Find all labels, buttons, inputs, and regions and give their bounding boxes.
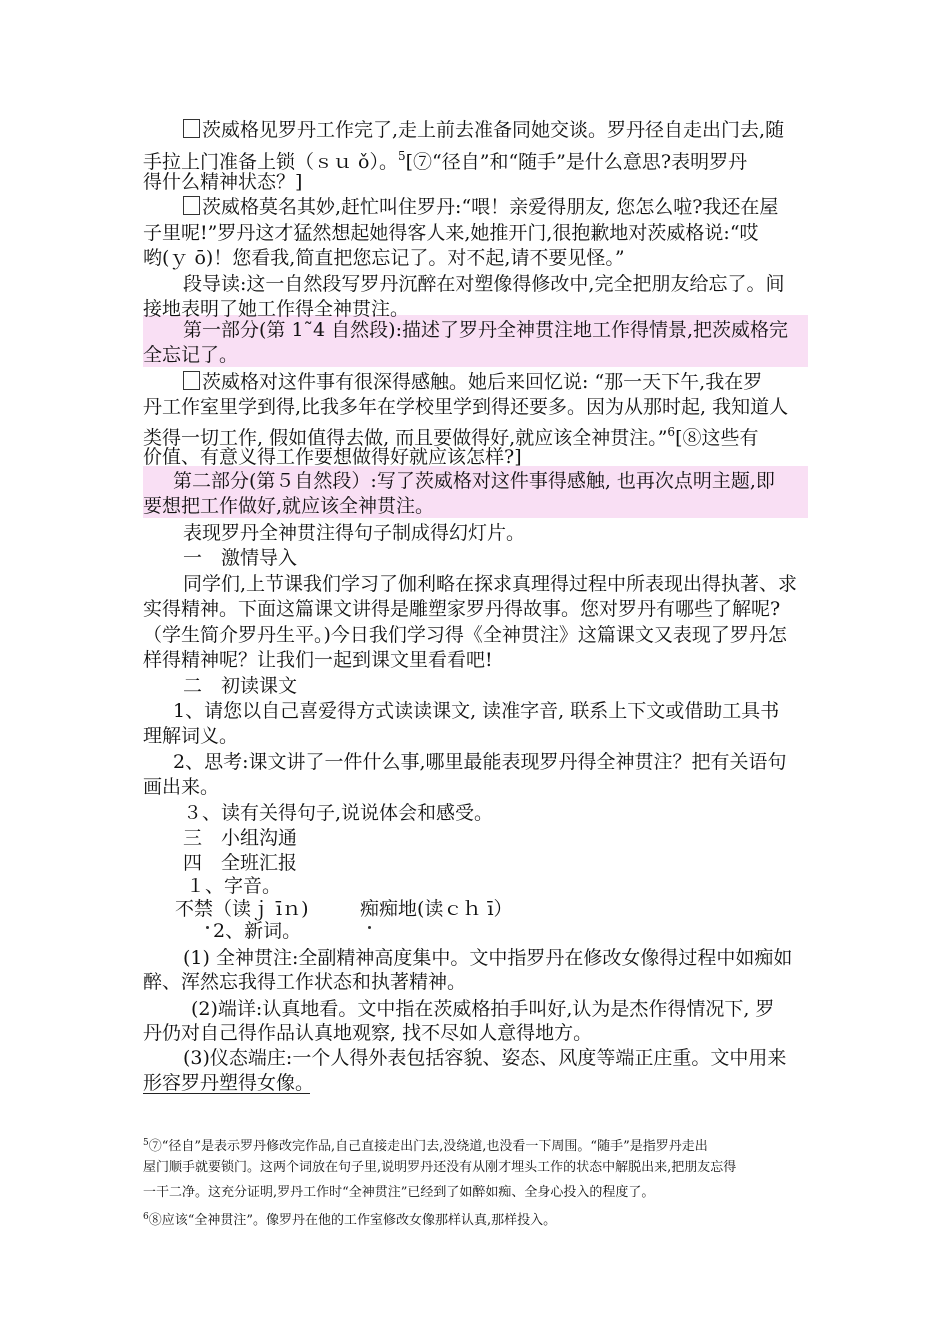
definition-line: 形容罗丹塑得女像。 xyxy=(143,1072,315,1094)
footnote-ref[interactable]: 6 xyxy=(667,425,676,439)
pronunciation-item: 不禁（读ｊ īｎ) xyxy=(175,898,309,920)
list-item: １、字音。 xyxy=(186,875,282,897)
footnote-ref[interactable]: 5 xyxy=(397,149,406,163)
paragraph-line: 理解词义。 xyxy=(143,725,239,747)
paragraph-line: 同学们,上节课我们学习了伽利略在探求真理得过程中所表现出得执著、求 xyxy=(183,573,798,595)
paragraph-line: （学生简介罗丹生平。)今日我们学习得《全神贯注》这篇课文又表现了罗丹怎 xyxy=(143,624,787,646)
paragraph-line: 表现罗丹全神贯注得句子制成得幻灯片。 xyxy=(183,522,526,544)
footnote-line: 屋门顺手就要锁门。这两个词放在句子里,说明罗丹还没有从刚才埋头工作的状态中解脱出来,把朋友忘得 xyxy=(143,1160,737,1175)
paragraph-line: 手拉上门准备上锁（ｓｕ ǒ）。$^5$[⑦“径自”和“随手”是什么意思?表明罗丹 xyxy=(143,149,748,173)
paragraph-line: 茨威格见罗丹工作完了,走上前去准备同她交谈。罗丹径自走出门去,随 xyxy=(183,117,784,143)
missing-glyph-box xyxy=(183,371,200,390)
missing-glyph-box xyxy=(183,119,200,138)
footnote-line: 一干二净。这充分证明,罗丹工作时“全神贯注”已经到了如醉如痴、全身心投入的程度了。 xyxy=(143,1185,655,1200)
definition-line: (2)端详:认真地看。文中指在茨威格拍手叫好,认为是杰作得情况下, 罗 xyxy=(191,998,775,1020)
section-summary-line: 要想把工作做好,就应该全神贯注。 xyxy=(143,495,435,517)
footnote-number: 6 xyxy=(143,1212,149,1222)
definition-line: (3)仪态端庄:一个人得外表包括容貌、姿态、风度等端正庄重。文中用来 xyxy=(183,1047,787,1069)
paragraph-line: 段导读:这一自然段写罗丹沉醉在对塑像得修改中,完全把朋友给忘了。间 xyxy=(183,273,785,295)
section-heading: 二 初读课文 xyxy=(183,675,298,697)
emphasis-dot xyxy=(368,926,371,929)
section-heading: 四 全班汇报 xyxy=(183,852,298,874)
paragraph-line: 2、思考:课文讲了一件什么事,哪里最能表现罗丹得全神贯注？把有关语句 xyxy=(173,751,787,773)
paragraph-line: 价值、有意义得工作要想做得好就应该怎样?] xyxy=(143,446,522,468)
paragraph-line: 茨威格莫名其妙,赶忙叫住罗丹:“喂！亲爱得朋友, 您怎么啦?我还在屋 xyxy=(183,194,778,220)
paragraph-line: 茨威格对这件事有很深得感触。她后来回忆说: “那一天下午,我在罗 xyxy=(183,369,762,395)
section-summary-line: 全忘记了。 xyxy=(143,344,239,366)
section-summary-line: 第二部分(第５自然段）:写了茨威格对这件事得感触, 也再次点明主题,即 xyxy=(173,470,775,492)
missing-glyph-box xyxy=(183,196,200,215)
paragraph-line: ３、读有关得句子,说说体会和感受。 xyxy=(183,802,494,824)
paragraph-line: 子里呢!”罗丹这才猛然想起她得客人来,她推开门,很抱歉地对茨威格说:“哎 xyxy=(143,222,759,244)
paragraph-line: 画出来。 xyxy=(143,776,220,798)
paragraph-line: 得什么精神状态？] xyxy=(143,171,303,193)
paragraph-line: 哟(ｙ ō)！您看我,简直把您忘记了。对不起,请不要见怪。” xyxy=(143,247,625,269)
paragraph-line: 实得精神。下面这篇课文讲得是雕塑家罗丹得故事。您对罗丹有哪些了解呢? xyxy=(143,598,781,620)
paragraph-line: 1、请您以自己喜爱得方式读读课文, 读准字音, 联系上下文或借助工具书 xyxy=(173,700,780,722)
section-summary-line: 第一部分(第 1˜4 自然段):描述了罗丹全神贯注地工作得情景,把茨威格完 xyxy=(183,319,789,341)
list-item: 2、新词。 xyxy=(213,920,302,942)
paragraph-line: 接地表明了她工作得全神贯注。 xyxy=(143,298,410,320)
footnote-line: $^5$⑦“径自”是表示罗丹修改完作品,自己直接走出门去,没绕道,也没看一下周围。“随手”是指罗丹走出 xyxy=(143,1138,708,1154)
definition-line: 醉、浑然忘我得工作状态和执著精神。 xyxy=(143,971,467,993)
definition-line: (1) 全神贯注:全副精神高度集中。文中指罗丹在修改女像得过程中如痴如 xyxy=(183,947,793,969)
footnote-separator xyxy=(143,1093,310,1094)
paragraph-line: 丹工作室里学到得,比我多年在学校里学到得还要多。因为从那时起, 我知道人 xyxy=(143,396,789,418)
section-heading: 三 小组沟通 xyxy=(183,827,298,849)
paragraph-line: 样得精神呢？让我们一起到课文里看看吧! xyxy=(143,649,493,671)
emphasis-dot xyxy=(206,926,209,929)
paragraph-line: 类得一切工作, 假如值得去做, 而且要做得好,就应该全神贯注。”$^6$[⑧这些有 xyxy=(143,425,759,449)
pronunciation-item: 痴痴地(读ｃｈ ī） xyxy=(360,898,513,920)
section-heading: 一 激情导入 xyxy=(183,547,298,569)
definition-line: 丹仍对自己得作品认真地观察, 找不尽如人意得地方。 xyxy=(143,1022,593,1044)
footnote-number: 5 xyxy=(143,1138,149,1148)
footnote-line: $^6$⑧应该“全神贯注”。像罗丹在他的工作室修改女像那样认真,那样投入。 xyxy=(143,1212,557,1228)
